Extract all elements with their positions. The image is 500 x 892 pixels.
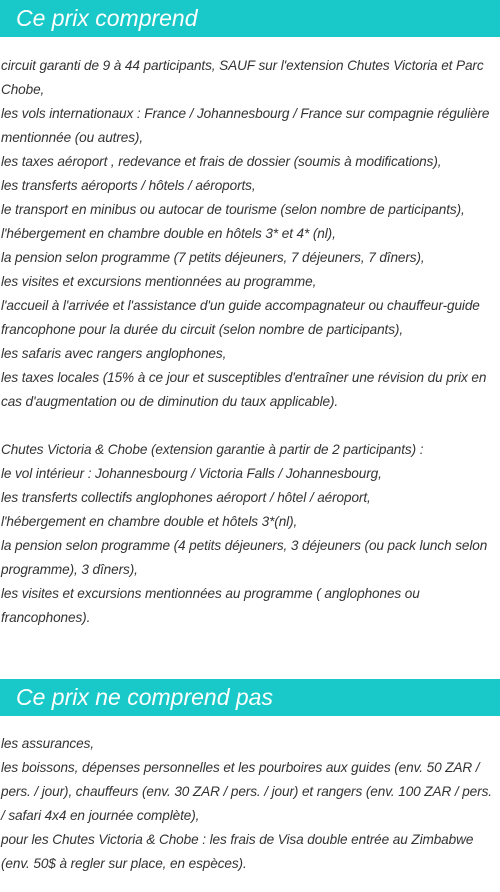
list-item: l'accueil à l'arrivée et l'assistance d'un guide accompagnateur ou chauffeur-guide francophone pour la durée du circuit (selon nombre de participants), — [1, 298, 480, 337]
list-item: la pension selon programme (4 petits déjeuners, 3 déjeuners (ou pack lunch selon programme), 3 dîners), — [1, 538, 488, 577]
list-item: les assurances, — [1, 736, 94, 751]
list-item: les transferts collectifs anglophones aéroport / hôtel / aéroport, — [1, 490, 371, 505]
extension-heading: Chutes Victoria & Chobe (extension garantie à partir de 2 participants) : — [1, 442, 424, 457]
section-title-included: Ce prix comprend — [0, 0, 500, 37]
not-included-list — [1, 732, 498, 876]
list-item: les taxes locales (15% à ce jour et susceptibles d'entraîner une révision du prix en cas d'augmentation ou de diminution du taux applicable). — [1, 370, 487, 409]
included-list — [1, 54, 498, 630]
list-item: pour les Chutes Victoria & Chobe : les frais de Visa double entrée au Zimbabwe (env. 50$ à regler sur place, en espèces). — [1, 832, 474, 871]
list-item: le vol intérieur : Johannesbourg / Victoria Falls / Johannesbourg, — [1, 466, 382, 481]
list-item: l'hébergement en chambre double et hôtels 3*(nl), — [1, 514, 298, 529]
list-item: la pension selon programme (7 petits déjeuners, 7 déjeuners, 7 dîners), — [1, 250, 425, 265]
list-item: les boissons, dépenses personnelles et les pourboires aux guides (env. 50 ZAR / pers. / jour), chauffeurs (env. 30 ZAR / pers. / jour) et rangers (env. 100 ZAR / pers. / safari 4x4 en journée complète), — [1, 760, 492, 823]
list-item: les taxes aéroport , redevance et frais de dossier (soumis à modifications), — [1, 154, 442, 169]
list-item: les visites et excursions mentionnées au programme ( anglophones ou francophones). — [1, 586, 420, 625]
blank-line — [1, 414, 498, 438]
list-item: circuit garanti de 9 à 44 participants, SAUF sur l'extension Chutes Victoria et Parc Chobe, — [1, 58, 484, 97]
list-item: les safaris avec rangers anglophones, — [1, 346, 227, 361]
list-item: les vols internationaux : France / Johannesbourg / France sur compagnie régulière mentionnée (ou autres), — [1, 106, 490, 145]
section-title-not-included: Ce prix ne comprend pas — [0, 679, 500, 716]
list-item: les transferts aéroports / hôtels / aéroports, — [1, 178, 256, 193]
list-item: le transport en minibus ou autocar de tourisme (selon nombre de participants), — [1, 202, 465, 217]
list-item: l'hébergement en chambre double en hôtels 3* et 4* (nl), — [1, 226, 336, 241]
list-item: les visites et excursions mentionnées au programme, — [1, 274, 317, 289]
